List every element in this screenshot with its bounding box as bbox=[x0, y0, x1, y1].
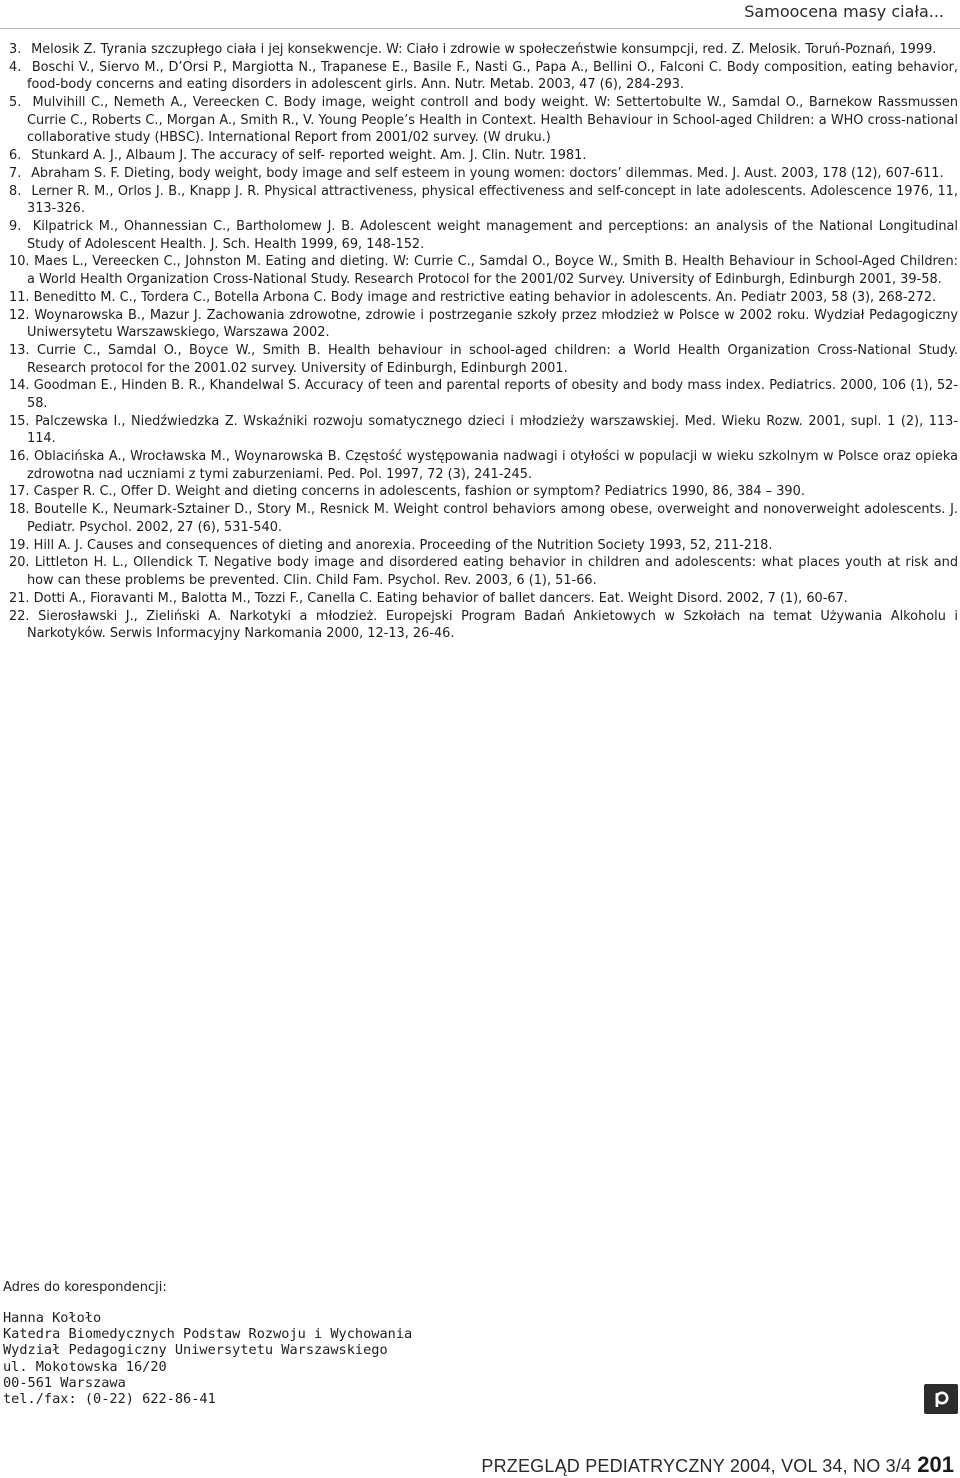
reference-text: Mulvihill C., Nemeth A., Vereecken C. Body image, weight controll and body weight. W: Settertobulte W., Samdal O., Barnekow Rassmussen Currie C., Roberts C., Morgan A., Smith R., V. Young People’s Health in Context. Health Behaviour in School-aged Children: a WHO cross-national collaborative study (HBSC). International Report from 2001/02 survey. (W druku.) bbox=[27, 95, 958, 146]
correspondence-city: 00-561 Warszawa bbox=[3, 1374, 126, 1391]
reference-number: 14. bbox=[9, 378, 30, 394]
publisher-p-logo-icon bbox=[924, 1384, 958, 1414]
reference-item bbox=[3, 94, 958, 147]
reference-item bbox=[3, 554, 958, 589]
reference-text: Melosik Z. Tyrania szczupłego ciała i jej konsekwencje. W: Ciało i zdrowie w społeczeństwie konsumpcji, red. Z. Melosik. Toruń-Poznań, 1999. bbox=[31, 42, 937, 57]
reference-text: Sierosławski J., Zieliński A. Narkotyki a młodzież. Europejski Program Badań Ankietowych w Szkołach na temat Używania Alkoholu i Narkotyków. Serwis Informacyjny Narkomania 2000, 12-13, 26-46. bbox=[27, 608, 958, 642]
reference-text: Goodman E., Hinden B. R., Khandelwal S. Accuracy of teen and parental reports of obesity and body mass index. Pediatrics. 2000, 106 (1), 52-58. bbox=[27, 378, 958, 411]
reference-list bbox=[3, 41, 958, 643]
reference-number: 5. bbox=[9, 95, 22, 111]
reference-text: Dotti A., Fioravanti M., Balotta M., Tozzi F., Canella C. Eating behavior of ballet dancers. Eat. Weight Disord. 2002, 7 (1), 60-67. bbox=[33, 590, 848, 606]
header-divider bbox=[0, 28, 960, 29]
running-header-title: Samoocena masy ciała... bbox=[744, 2, 944, 21]
reference-number: 11. bbox=[9, 289, 30, 305]
reference-text: Beneditto M. C., Tordera C., Botella Arbona C. Body image and restrictive eating behavior in adolescents. An. Pediatr 2003, 58 (3), 268-272. bbox=[33, 289, 937, 305]
reference-text: Littleton H. L., Ollendick T. Negative body image and disordered eating behavior in children and adolescents: what places youth at risk and how can these problems be prevented. Clin. Child Fam. Psychol. Rev. 2003, 6 (1), 51-66. bbox=[27, 555, 959, 588]
reference-text: Casper R. C., Offer D. Weight and dieting concerns in adolescents, fashion or symptom? Pediatrics 1990, 86, 384 – 390. bbox=[33, 484, 805, 500]
reference-item bbox=[3, 590, 958, 608]
reference-text: Maes L., Vereecken C., Johnston M. Eating and dieting. W: Currie C., Samdal O., Boyce W., Smith B. Health Behaviour in School-Aged Children: a World Health Organization Cross-National Study. Research Protocol for the 2001/02 Survey. University of Edinburgh, Edinburgh 2001, 39-58. bbox=[27, 254, 958, 288]
page-number: 201 bbox=[917, 1452, 954, 1477]
reference-text: Lerner R. M., Orlos J. B., Knapp J. R. Physical attractiveness, physical effectiveness and self-concept in late adolescents. Adolescence 1976, 11, 313-326. bbox=[27, 183, 958, 217]
page-footer bbox=[481, 1452, 954, 1478]
reference-number: 21. bbox=[9, 590, 30, 606]
reference-number: 8. bbox=[9, 183, 22, 199]
correspondence-name: Hanna Kołoło bbox=[3, 1310, 102, 1326]
correspondence-phone: tel./fax: (0-22) 622-86-41 bbox=[3, 1391, 216, 1408]
reference-text: Boschi V., Siervo M., D’Orsi P., Margiotta N., Trapanese E., Basile F., Nasti G., Papa A., Bellini O., Falconi C. Body composition, eating behavior, food-body concerns and eating disorders in adolescent girls. Ann. Nutr. Metab. 2003, 47 (6), 284-293. bbox=[27, 59, 958, 93]
reference-number: 10. bbox=[9, 254, 30, 270]
reference-number: 15. bbox=[9, 413, 30, 429]
correspondence-address bbox=[3, 1310, 412, 1407]
journal-citation: PRZEGLĄD PEDIATRYCZNY 2004, VOL 34, NO 3/4 bbox=[481, 1456, 912, 1476]
reference-item bbox=[3, 483, 958, 501]
reference-item bbox=[3, 41, 958, 59]
reference-item bbox=[3, 253, 958, 288]
reference-item bbox=[3, 218, 958, 253]
reference-item bbox=[3, 183, 958, 218]
reference-number: 16. bbox=[9, 449, 30, 465]
reference-text: Boutelle K., Neumark-Sztainer D., Story M., Resnick M. Weight control behaviors among obese, overweight and nonoverweight adolescents. J. Pediatr. Psychol. 2002, 27 (6), 531-540. bbox=[27, 502, 958, 535]
reference-text: Kilpatrick M., Ohannessian C., Bartholomew J. B. Adolescent weight management and perceptions: an analysis of the National Longitudinal Study of Adolescent Health. J. Sch. Health 1999, 69, 148-152. bbox=[27, 219, 958, 252]
reference-number: 6. bbox=[9, 148, 22, 164]
reference-number: 3. bbox=[9, 42, 22, 57]
correspondence-street: ul. Mokotowska 16/20 bbox=[3, 1358, 167, 1375]
reference-item bbox=[3, 608, 958, 643]
reference-number: 7. bbox=[9, 165, 22, 181]
reference-number: 18. bbox=[9, 502, 30, 518]
reference-number: 19. bbox=[9, 537, 30, 553]
reference-text: Palczewska I., Niedźwiedzka Z. Wskaźniki rozwoju somatycznego dzieci i młodzieży warszawskiej. Med. Wieku Rozw. 2001, supl. 1 (2), 113-114. bbox=[27, 413, 958, 447]
reference-item bbox=[3, 307, 958, 342]
reference-item bbox=[3, 537, 958, 555]
reference-number: 13. bbox=[9, 342, 30, 358]
reference-item bbox=[3, 289, 958, 307]
reference-number: 22. bbox=[9, 608, 30, 624]
correspondence-faculty: Wydział Pedagogiczny Uniwersytetu Warszawskiego bbox=[3, 1342, 388, 1359]
reference-item bbox=[3, 501, 958, 536]
reference-item bbox=[3, 377, 958, 412]
reference-number: 12. bbox=[9, 307, 30, 323]
reference-text: Currie C., Samdal O., Boyce W., Smith B. Health behaviour in school-aged children: a World Health Organization Cross-National Study. Research protocol for the 2001.02 survey. University of Edinburgh, Edinburgh 2001. bbox=[27, 342, 958, 376]
reference-text: Woynarowska B., Mazur J. Zachowania zdrowotne, zdrowie i postrzeganie szkoły przez młodzież w Polsce w 2002 roku. Wydział Pedagogiczny Uniwersytetu Warszawskiego, Warszawa 2002. bbox=[27, 307, 958, 341]
reference-item bbox=[3, 413, 958, 448]
reference-number: 9. bbox=[9, 219, 22, 235]
reference-number: 17. bbox=[9, 484, 30, 500]
correspondence-label: Adres do korespondencji: bbox=[3, 1280, 167, 1295]
reference-text: Oblacińska A., Wrocławska M., Woynarowska B. Częstość występowania nadwagi i otyłości w populacji w wieku szkolnym w Polsce oraz opieka zdrowotna nad uczniami z tymi zaburzeniami. Ped. Pol. 1997, 72 (3), 241-245. bbox=[27, 449, 958, 482]
reference-item bbox=[3, 165, 958, 183]
correspondence-department: Katedra Biomedycznych Podstaw Rozwoju i Wychowania bbox=[3, 1326, 413, 1343]
reference-text: Abraham S. F. Dieting, body weight, body image and self esteem in young women: doctors’ dilemmas. Med. J. Aust. 2003, 178 (12), 607-611. bbox=[31, 165, 944, 181]
reference-text: Hill A. J. Causes and consequences of dieting and anorexia. Proceeding of the Nutrition Society 1993, 52, 211-218. bbox=[33, 537, 773, 553]
reference-item bbox=[3, 342, 958, 377]
reference-item bbox=[3, 147, 958, 165]
reference-number: 4. bbox=[9, 59, 22, 75]
reference-number: 20. bbox=[9, 555, 30, 571]
reference-text: Stunkard A. J., Albaum J. The accuracy of self- reported weight. Am. J. Clin. Nutr. 1981. bbox=[31, 148, 587, 164]
reference-item bbox=[3, 59, 958, 94]
reference-item bbox=[3, 448, 958, 483]
